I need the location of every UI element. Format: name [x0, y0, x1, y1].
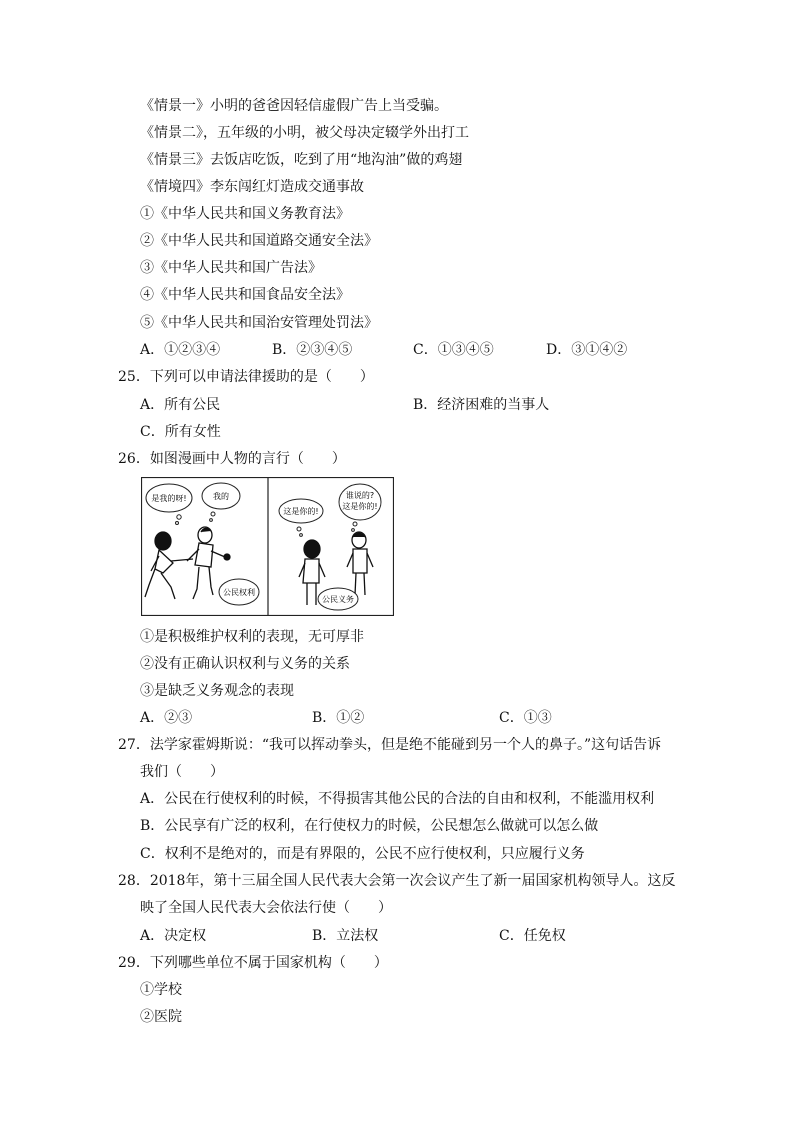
q27-stem-line-2: 我们（ ） — [140, 764, 224, 780]
q26-statement-2: ②没有正确认识权利与义务的关系 — [140, 656, 350, 672]
q25-option-c[interactable]: C．所有女性 — [140, 424, 221, 440]
q25-option-b[interactable]: B．经济困难的当事人 — [413, 397, 550, 413]
q29-item-1: ①学校 — [140, 982, 182, 998]
comic-left-tag: 公民权利 — [223, 588, 255, 597]
q24-option-a[interactable]: A．①②③④ — [140, 342, 221, 358]
q25-option-a[interactable]: A．所有公民 — [140, 397, 221, 413]
scenario-2: 《情景二》，五年级的小明，被父母决定辍学外出打工 — [140, 125, 469, 141]
q26-stem: 26．如图漫画中人物的言行（ ） — [118, 451, 346, 467]
comic-right-bubble-2b: 这是你的! — [342, 502, 378, 511]
q28-option-b[interactable]: B．立法权 — [312, 928, 379, 944]
q24-option-b[interactable]: B．②③④⑤ — [272, 342, 353, 358]
comic-left-bubble-2: 我的 — [213, 492, 229, 501]
q24-option-c[interactable]: C．①③④⑤ — [413, 342, 494, 358]
q28-option-a[interactable]: A．决定权 — [140, 928, 207, 944]
q26-statement-1: ①是积极维护权利的表现，无可厚非 — [140, 629, 364, 645]
law-2: ②《中华人民共和国道路交通安全法》 — [140, 233, 378, 249]
q25-stem: 25．下列可以申请法律援助的是（ ） — [118, 369, 374, 385]
q28-stem-line-1: 28．2018年，第十三届全国人民代表大会第一次会议产生了新一届国家机构领导人。这反 — [118, 873, 676, 889]
q27-option-b[interactable]: B．公民享有广泛的权利，在行使权力的时候，公民想怎么做就可以怎么做 — [140, 818, 599, 834]
q28-stem-line-2: 映了全国人民代表大会依法行使（ ） — [140, 900, 392, 916]
q24-option-d[interactable]: D．③①④② — [546, 342, 628, 358]
comic-right-bubble-2a: 谁说的? — [345, 491, 375, 500]
q28-option-c[interactable]: C．任免权 — [499, 928, 566, 944]
q27-option-c[interactable]: C．权利不是绝对的，而是有界限的，公民不应行使权利，只应履行义务 — [140, 846, 585, 862]
q26-option-b[interactable]: B．①② — [312, 710, 365, 726]
rights-duties-comic — [141, 477, 394, 616]
q27-option-a[interactable]: A．公民在行使权利的时候，不得损害其他公民的合法的自由和权利，不能滥用权利 — [140, 791, 655, 807]
comic-left-bubble-1: 是我的呀! — [151, 494, 187, 503]
scenario-3: 《情景三》去饭店吃饭，吃到了用“地沟油”做的鸡翅 — [140, 152, 463, 168]
q26-option-a[interactable]: A．②③ — [140, 710, 193, 726]
law-3: ③《中华人民共和国广告法》 — [140, 260, 322, 276]
comic-right-bubble-1: 这是你的! — [283, 507, 319, 516]
law-4: ④《中华人民共和国食品安全法》 — [140, 287, 350, 303]
comic-right-tag: 公民义务 — [322, 595, 354, 604]
q27-stem-line-1: 27．法学家霍姆斯说：“我可以挥动拳头，但是绝不能碰到另一个人的鼻子。”这句话告诉 — [118, 737, 662, 753]
q26-statement-3: ③是缺乏义务观念的表现 — [140, 683, 294, 699]
q29-stem: 29．下列哪些单位不属于国家机构（ ） — [118, 955, 388, 971]
scenario-1: 《情景一》小明的爸爸因轻信虚假广告上当受骗。 — [140, 98, 448, 114]
scenario-4: 《情境四》李东闯红灯造成交通事故 — [140, 179, 364, 195]
law-5: ⑤《中华人民共和国治安管理处罚法》 — [140, 315, 378, 331]
q29-item-2: ②医院 — [140, 1009, 182, 1025]
q26-option-c[interactable]: C．①③ — [499, 710, 552, 726]
law-1: ①《中华人民共和国义务教育法》 — [140, 206, 350, 222]
